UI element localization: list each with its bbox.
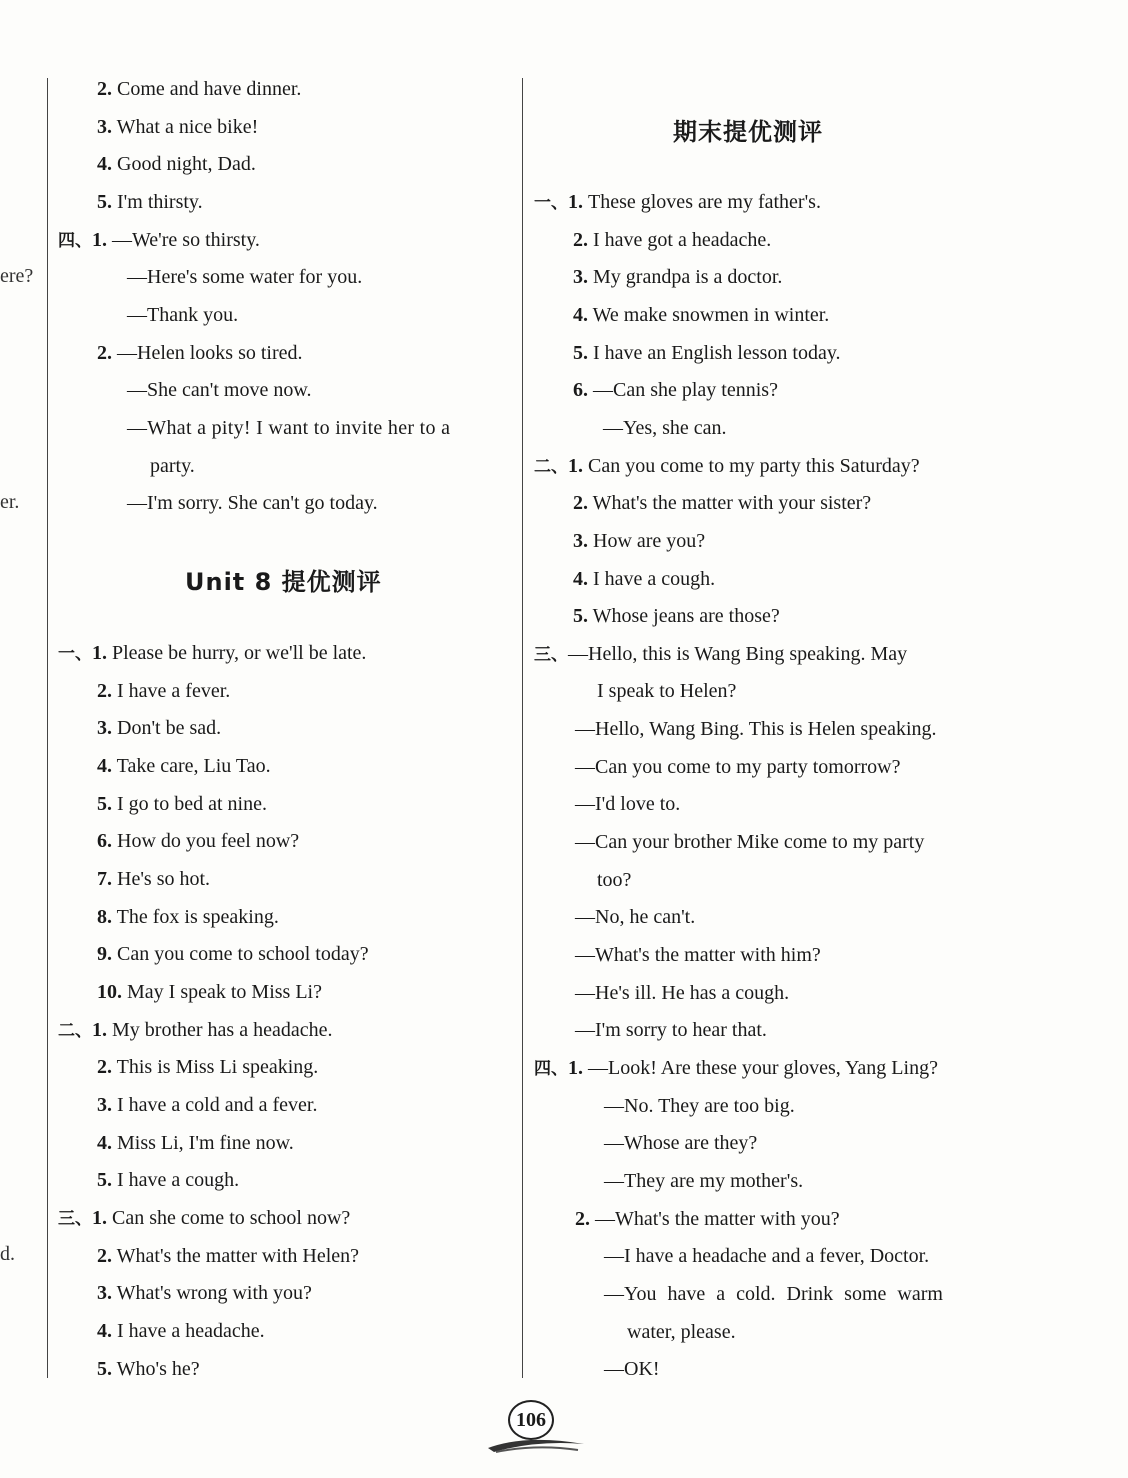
answer-line: 4. Miss Li, I'm fine now. [97,1132,294,1154]
dialogue-line: —Here's some water for you. [127,266,363,288]
edge-fragment: er. [0,491,20,513]
answer-line: 6. How do you feel now? [97,830,300,852]
dialogue-line: —You have a cold. Drink some warm [604,1283,943,1305]
dialogue-line: —I have a headache and a fever, Doctor. [604,1245,930,1267]
column-divider [522,78,523,1378]
answer-line: 4. I have a cough. [573,568,716,590]
dialogue-line: —He's ill. He has a cough. [575,982,790,1004]
answer-line: 5. I'm thirsty. [97,191,203,213]
dialogue-line: —No, he can't. [575,906,696,928]
page-number-swoosh-icon [486,1430,586,1456]
dialogue-line: party. [150,455,195,477]
answer-line: 4. I have a headache. [97,1320,265,1342]
dialogue-line: —Thank you. [127,304,239,326]
page-number: 106 [508,1400,554,1440]
dialogue-line: —OK! [604,1358,660,1380]
dialogue-line: —I'd love to. [575,793,681,815]
answer-line: 2. Come and have dinner. [97,78,302,100]
section-si-item-2: 2. —Helen looks so tired. [97,342,303,364]
dialogue-line: —Can you come to my party tomorrow? [575,756,901,778]
edge-fragment: ere? [0,265,34,287]
left-margin-rule [47,78,48,1378]
dialogue-line: 四、1. —Look! Are these your gloves, Yang Ling? [534,1057,938,1079]
answer-line: 3. Don't be sad. [97,717,222,739]
answer-line: 4. We make snowmen in winter. [573,304,830,326]
answer-line: 3. What a nice bike! [97,116,259,138]
answer-line: 二、1. My brother has a headache. [58,1019,333,1041]
edge-fragment: d. [0,1243,15,1265]
dialogue-line: —No. They are too big. [604,1095,795,1117]
answer-line: 5. I have a cough. [97,1169,240,1191]
answer-line: 2. What's the matter with your sister? [573,492,872,514]
answer-line: 4. Good night, Dad. [97,153,256,175]
dialogue-line: too? [597,869,632,891]
answer-line: 二、1. Can you come to my party this Saturday? [534,455,920,477]
dialogue-line: water, please. [627,1321,736,1343]
answer-line: 9. Can you come to school today? [97,943,369,965]
dialogue-line: —Can your brother Mike come to my party [575,831,925,853]
dialogue-line: 三、—Hello, this is Wang Bing speaking. May [534,643,908,665]
dialogue-line: 2. —What's the matter with you? [575,1208,840,1230]
answer-line: 5. Who's he? [97,1358,200,1380]
answer-line: 7. He's so hot. [97,868,211,890]
answer-line: 一、1. Please be hurry, or we'll be late. [58,642,367,664]
final-title: 期末提优测评 [673,118,823,146]
answer-line: 4. Take care, Liu Tao. [97,755,271,777]
unit8-title: Unit 8 提优测评 [185,568,382,596]
answer-line: 3. How are you? [573,530,706,552]
answer-line: 2. I have got a headache. [573,229,772,251]
answer-line: 10. May I speak to Miss Li? [97,981,322,1003]
dialogue-line: —They are my mother's. [604,1170,804,1192]
dialogue-line: I speak to Helen? [597,680,737,702]
dialogue-line: —She can't move now. [127,379,312,401]
dialogue-line: —Whose are they? [604,1132,758,1154]
answer-line: 2. I have a fever. [97,680,231,702]
dialogue-line: —Yes, she can. [603,417,727,439]
answer-line: 6. —Can she play tennis? [573,379,778,401]
section-si-item-1: 四、1. —We're so thirsty. [58,229,260,251]
dialogue-line: —I'm sorry. She can't go today. [127,492,378,514]
dialogue-line: —I'm sorry to hear that. [575,1019,767,1041]
answer-line: 3. What's wrong with you? [97,1282,312,1304]
answer-line: 5. I have an English lesson today. [573,342,841,364]
answer-line: 5. Whose jeans are those? [573,605,780,627]
answer-line: 2. What's the matter with Helen? [97,1245,360,1267]
answer-line: 8. The fox is speaking. [97,906,279,928]
answer-line: 5. I go to bed at nine. [97,793,267,815]
answer-line: 3. I have a cold and a fever. [97,1094,318,1116]
dialogue-line: —Hello, Wang Bing. This is Helen speaking. [575,718,937,740]
answer-line: 2. This is Miss Li speaking. [97,1056,319,1078]
dialogue-line: —What a pity! I want to invite her to a [127,417,451,439]
answer-line: 一、1. These gloves are my father's. [534,191,821,213]
answer-line: 三、1. Can she come to school now? [58,1207,351,1229]
dialogue-line: —What's the matter with him? [575,944,821,966]
answer-line: 3. My grandpa is a doctor. [573,266,783,288]
